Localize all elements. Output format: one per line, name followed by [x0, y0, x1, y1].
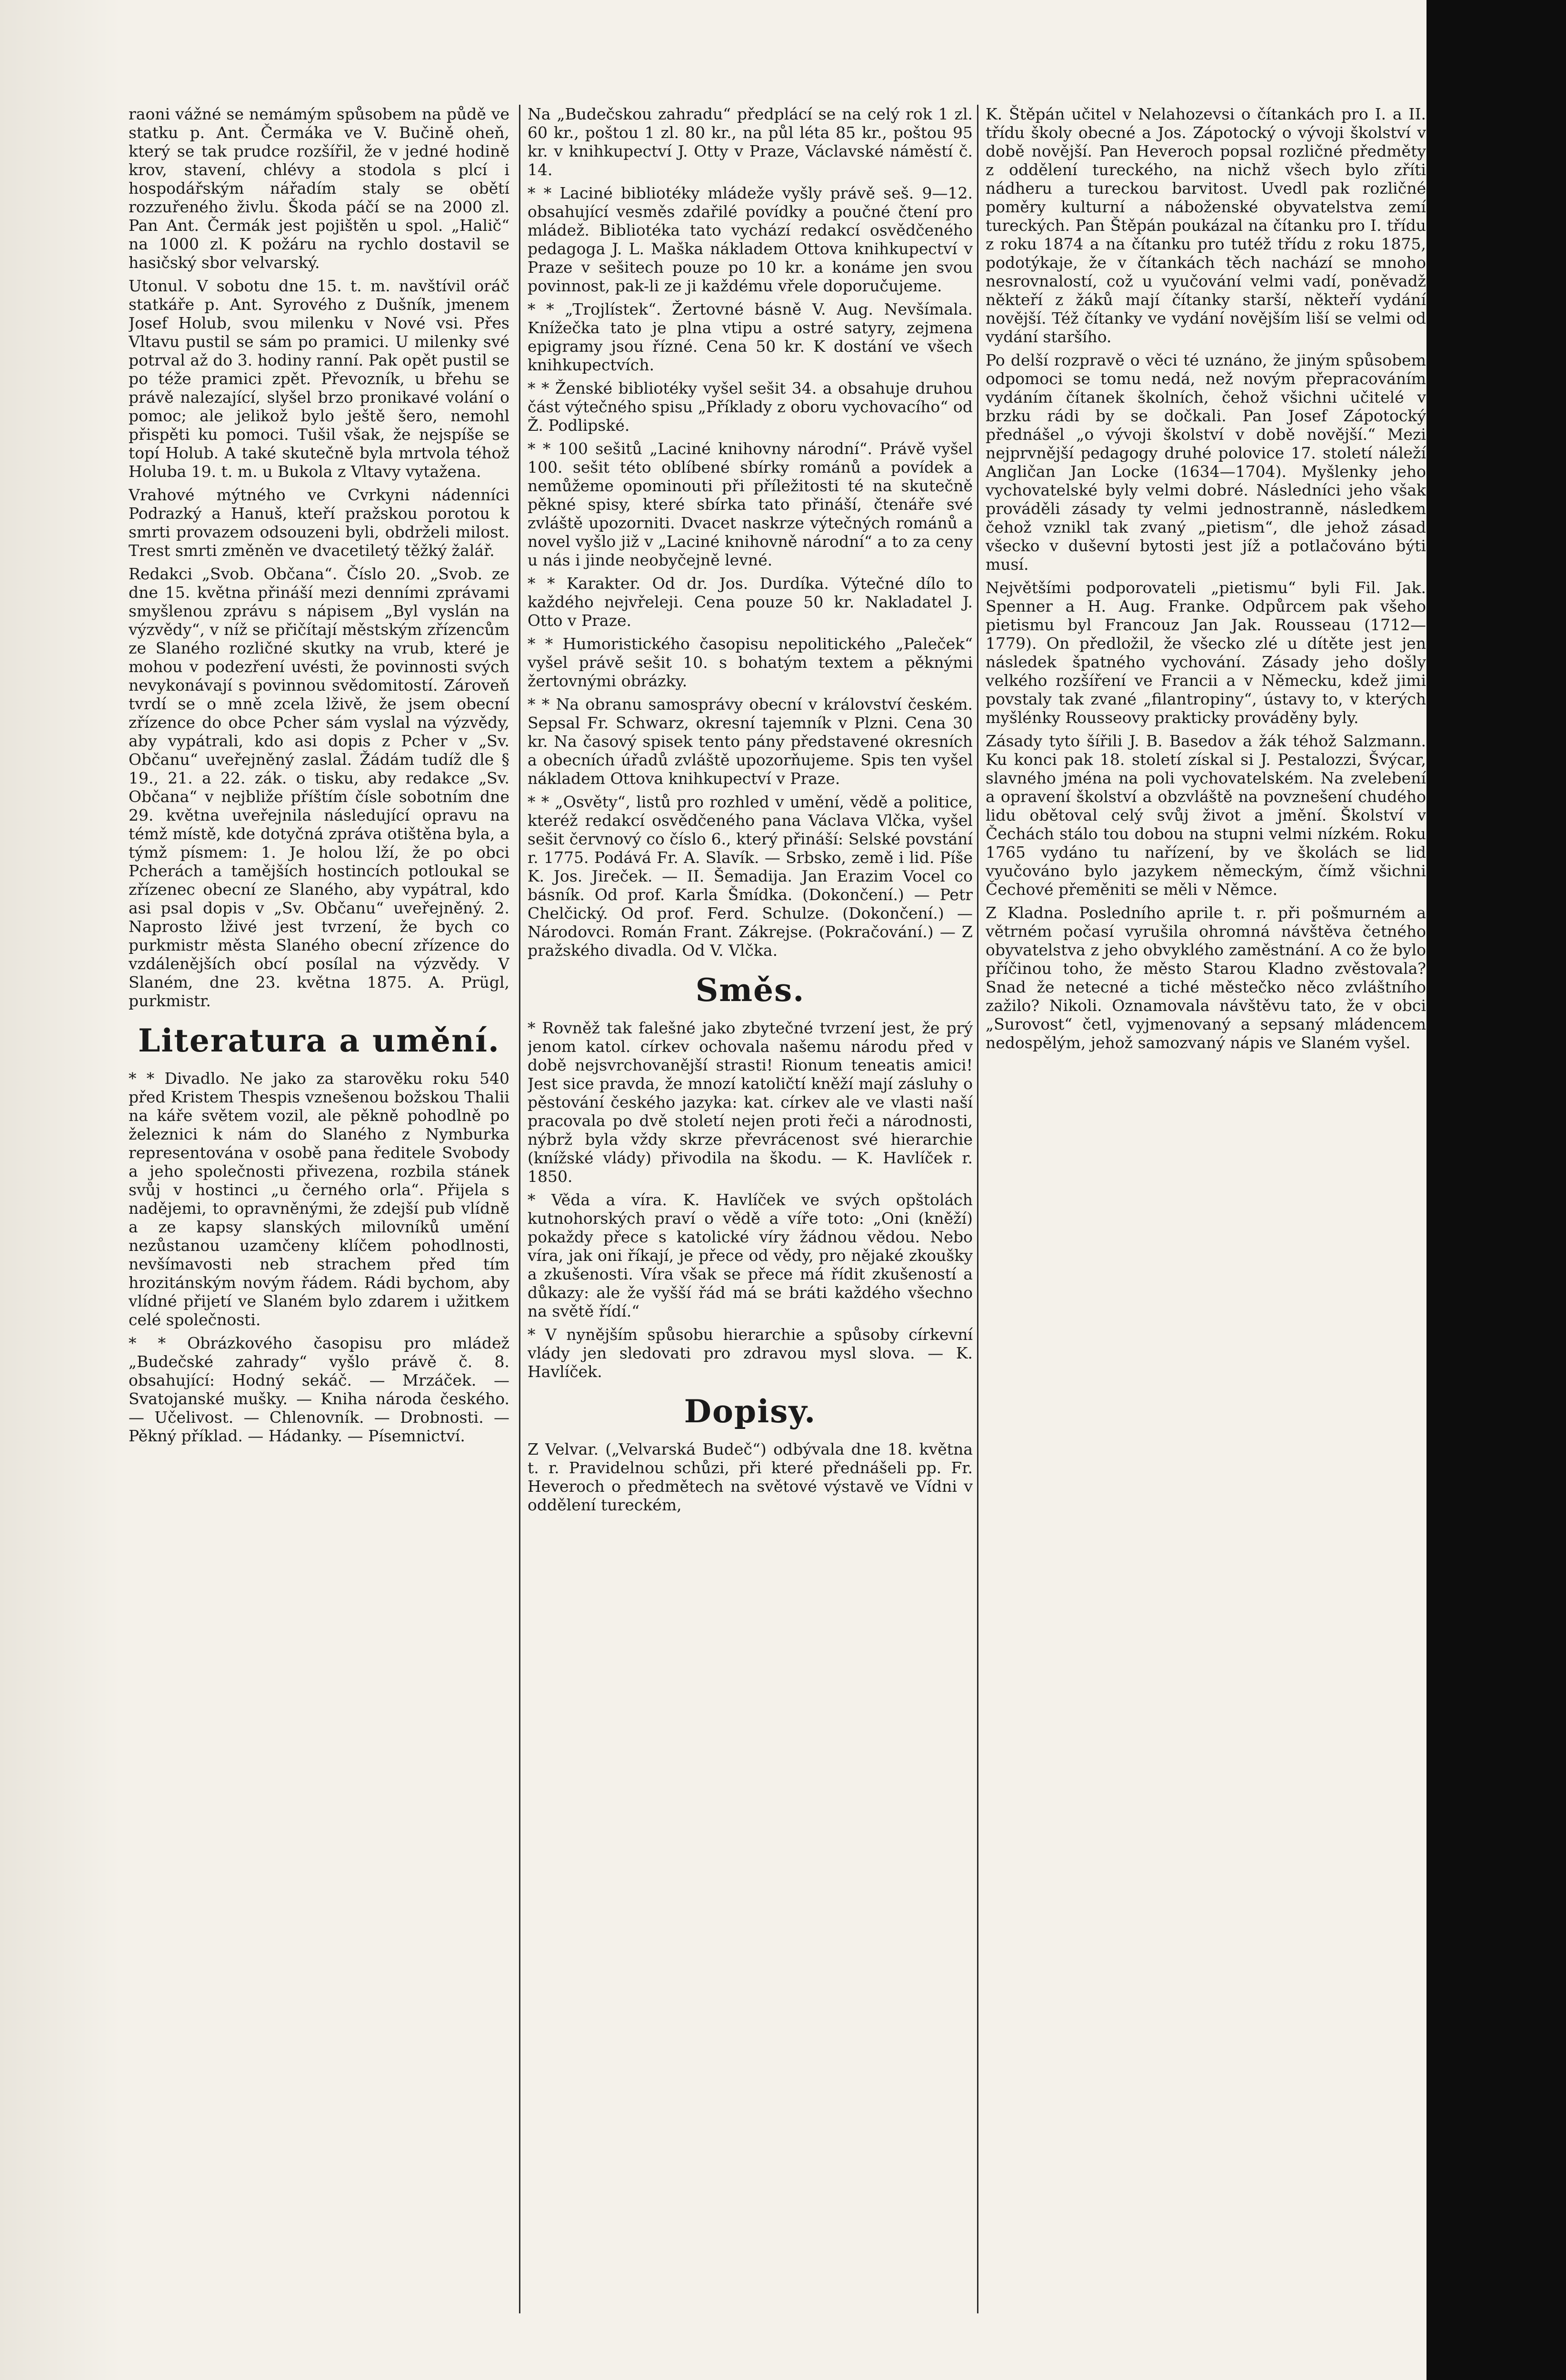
- paragraph: * * Obrázkového časopisu pro mládež „Budečské zahrady“ vyšlo právě č. 8. obsahující: Hodný sekáč. — Mrzáček. — Svatojanské mušky. — Kniha národa českého. — Učelivost. — Chlenovník. — Drobnosti. — Pěkný příklad. — Hádanky. — Písemnictví.: [129, 1334, 509, 1445]
- paragraph: Redakci „Svob. Občana“. Číslo 20. „Svob. ze dne 15. května přináší mezi denními zprávami smyšlenou zprávu s nápisem „Byl vyslán na výzvědy“, v níž se přičítají městským zřízencům ze Slaného rozličné skutky na vrub, které je mohou v podezření uvésti, že povinnosti svých nevykonávají s povinnou svědomitostí. Zároveň tvrdí se o mně zcela lživě, že jsem obecní zřízence do obce Pcher sám vyslal na výzvědy, aby vypátrali, kdo asi dopis z Pcher v „Sv. Občanu“ uveřejněný zaslal. Žádám tudíž dle § 19., 21. a 22. zák. o tisku, aby redakce „Sv. Občana“ v nejbliže příštím čísle sobotním dne 29. května uveřejnila následující opravu na témž místě, kde dotyčná zpráva otištěna byla, a týmž písmem: 1. Je holou lží, že po obci Pcherách a tamějších hostincích potloukal se zřízenec obecní ze Slaného, aby vypátral, kdo asi psal dopis v „Sv. Občanu“ uveřejněný. 2. Naprosto lživé jest tvrzení, že bych co purkmistr města Slaného obecní zřízence do vzdálenějších obcí posílal na výzvědy. V Slaném, dne 23. května 1875. A. Prügl, purkmistr.: [129, 565, 509, 1010]
- paragraph: * * Ženské bibliotéky vyšel sešit 34. a obsahuje druhou část výtečného spisu „Příklady z oboru vychovacího“ od Ž. Podlipské.: [528, 379, 973, 435]
- paragraph: Z Velvar. („Velvarská Budeč“) odbývala dne 18. května t. r. Pravidelnou schůzi, při které přednášeli pp. Fr. Heveroch o předmětech na světové výstavě ve Vídni v oddělení tureckém,: [528, 1440, 973, 1514]
- paragraph: raoni vážné se nemámým spůsobem na půdě ve statku p. Ant. Čermáka ve V. Bučině oheň, který se tak prudce rozšířil, že v jedné hodině krov, stavení, chlévy a stodola s plcí i hospodářským nářadím staly se obětí rozzuřeného živlu. Škoda páčí se na 2000 zl. Pan Ant. Čermák jest pojištěn u spol. „Halič“ na 1000 zl. K požáru na rychlo dostavil se hasičský sbor velvarský.: [129, 105, 509, 272]
- paragraph: * V nynějším spůsobu hierarchie a spůsoby církevní vlády jen sledovati pro zdravou mysl slova. — K. Havlíček.: [528, 1325, 973, 1381]
- paragraph: * * Humoristického časopisu nepolitického „Paleček“ vyšel právě sešit 10. s bohatým textem a pěknými žertovnými obrázky.: [528, 635, 973, 690]
- paragraph: Na „Budečskou zahradu“ předplácí se na celý rok 1 zl. 60 kr., poštou 1 zl. 80 kr., na půl léta 85 kr., poštou 95 kr. v knihkupectví J. Otty v Praze, Václavské náměstí č. 14.: [528, 105, 973, 179]
- paragraph: * Rovněž tak falešné jako zbytečné tvrzení jest, že prý jenom katol. církev ochovala našemu národu před v době nejsvrchovanější strasti! Rionum teneatis amici! Jest sice pravda, že mnozí katoličtí kněží mají zásluhy o pěstování českého jazyka: kat. církev ale ve vlasti naší pracovala po dvě století nejen proti řeči a národnosti, nýbrž byla vždy skrze převrácenost své hierarchie (knížské vlády) přivodila na škodu. — K. Havlíček r. 1850.: [528, 1019, 973, 1186]
- paragraph: * * Na obranu samosprávy obecní v království českém. Sepsal Fr. Schwarz, okresní tajemník v Plzni. Cena 30 kr. Na časový spisek tento pány představené okresních a obecních úřadů zvláště upozorňujeme. Spis ten vyšel nákladem Ottova knihkupectví v Praze.: [528, 695, 973, 788]
- section-heading: Dopisy.: [684, 1393, 817, 1430]
- section-heading: Směs.: [695, 972, 805, 1009]
- paragraph: * * Divadlo. Ne jako za starověku roku 540 před Kristem Thespis vznešenou božskou Thalii na káře světem vozil, ale pěkně pohodlně po železnici k nám do Slaného z Nymburka representována v osobě pana ředitele Svobody a jeho společnosti přivezena, rozbila stánek svůj v hostinci „u černého orla“. Přijela s nadějemi, to opravněnými, že zdejší pub vlídně a ze kapsy slanských milovníků umění nezůstanou uzamčeny klíčem pohodlnosti, nevšímavosti neb strachem před tím hrozitánským novým řádem. Rádi bychom, aby vlídné přijetí ve Slaném bylo zdarem i užitkem celé společnosti.: [129, 1069, 509, 1329]
- section-heading: Literatura a umění.: [138, 1022, 500, 1059]
- paragraph: K. Štěpán učitel v Nelahozevsi o čítankách pro I. a II. třídu školy obecné a Jos. Zápotocký o vývoji školství v době novější. Pan Heveroch popsal rozličné předměty z oddělení tureckého, na nichž všech bylo zříti nádheru a tureckou barvitost. Uvedl pak rozličné poměry kulturní a náboženské obyvatelstva zemí tureckých. Pan Štěpán poukázal na čítanku pro I. třídu z roku 1874 a na čítanku pro tutéž třídu z roku 1875, podotýkaje, že v čítankách těch nachází se mnoho nesrovnalostí, což u vyučování velmi vadí, poněvadž někteří z žáků mají čítanky starší, někteří vydání novější. Též čítanky ve vydání novějším liší se velmi od vydání staršího.: [986, 105, 1426, 346]
- column-divider: [977, 105, 978, 2313]
- paragraph: * * Karakter. Od dr. Jos. Durdíka. Výtečné dílo to každého nejvřeleji. Cena pouze 50 kr. Nakladatel J. Otto v Praze.: [528, 574, 973, 630]
- paragraph: Vrahové mýtného ve Cvrkyni nádenníci Podrazký a Hanuš, kteří pražskou porotou k smrti provazem odsouzeni byli, obdrželi milost. Trest smrti změněn ve dvacetiletý těžký žalář.: [129, 486, 509, 560]
- paragraph: * * „Osvěty“, listů pro rozhled v umění, vědě a politice, kteréž redakcí osvědčeného pana Václava Vlčka, vyšel sešit červnový co číslo 6., který přináší: Selské povstání r. 1775. Podává Fr. A. Slavík. — Srbsko, země i lid. Píše K. Jos. Jireček. — II. Šemadija. Jan Erazim Vocel co básník. Od prof. Karla Šmídka. (Dokončení.) — Petr Chelčický. Od prof. Ferd. Schulze. (Dokončení.) — Národovci. Román Frant. Zákrejse. (Pokračování.) — Z pražského divadla. Od V. Vlčka.: [528, 793, 973, 960]
- page-left-margin: [0, 0, 121, 2380]
- column-divider: [519, 105, 520, 2313]
- paragraph: Zásady tyto šířili J. B. Basedov a žák téhož Salzmann. Ku konci pak 18. století získal si J. Pestalozzi, Švýcar, slavného jména na poli vychovatelském. Na zvelebení a opravení školství a obzvláště na povznešení chudého lidu obětoval celý svůj život a jmění. Školství v Čechách stálo tou dobou na stupni velmi nízkém. Roku 1765 vydáno tu nařízení, by ve školách se lid vyučováno bylo jazykem německým, čímž všichni Čechové přeměniti se měli v Němce.: [986, 732, 1426, 899]
- paragraph: Utonul. V sobotu dne 15. t. m. navštívil oráč statkáře p. Ant. Syrového z Dušník, jmenem Josef Holub, svou milenku v Nové vsi. Přes Vltavu pustil se sám po pramici. U milenky své potrval až do 3. hodiny ranní. Pak opět pustil se po téže pramici zpět. Převozník, u břehu se právě nalezající, slyšel brzo pronikavé volání o pomoc; ale jelikož bylo ještě šero, nemohl přispěti ku pomoci. Tušil však, že nejspíše se topí Holub. A také skutečně byla mrtvola téhož Holuba 19. t. m. u Bukola z Vltavy vytažena.: [129, 277, 509, 481]
- paragraph: Z Kladna. Posledního aprile t. r. při pošmurném a větrném počasí vyrušila ohromná návštěva četného obyvatelstva z jeho obvyklého zaměstnání. A co že bylo příčinou toho, že město Starou Kladno zvěstovala? Snad že netecné a tiché městečko něco zvláštního zažilo? Nikoli. Oznamovala návštěvu tato, že v obci „Surovost“ četl, vyjmenovaný a sepsaný mládencem nedospělým, jehož samozvaný nápis ve Slaném vyšel.: [986, 903, 1426, 1052]
- column-2: [528, 105, 973, 2313]
- column-3: [986, 105, 1426, 2313]
- paragraph: * Věda a víra. K. Havlíček ve svých opštolách kutnohorských praví o vědě a víře toto: „Oni (kněží) pokaždy přece s katolické víry žádnou vědou. Nebo víra, jak oni říkají, je přece od vědy, pro nějaké zkoušky a zkušenosti. Víra však se přece má řídit zkušeností a důkazy: ale že vyšší řád má se bráti každého všechno na světě řídí.“: [528, 1190, 973, 1320]
- scan-edge-shadow: [1426, 0, 1566, 2380]
- paragraph: Po delší rozpravě o věci té uznáno, že jiným spůsobem odpomoci se tomu nedá, než novým přepracováním vydáním čítanek školních, čehož všichni učitelé v brzku rádi by se dočkali. Pan Josef Zápotocký přednášel „o vývoji školství v době novější.“ Mezi nejprvnější pedagogy druhé polovice 17. století náleží Angličan Jan Locke (1634—1704). Myšlenky jeho vychovatelské byly velmi dobré. Následníci jeho však prováděli zásady ty velmi jednostranně, následkem čehož vznikl tak zvaný „pietism“, dle jehož zásad všecko v duševní bytosti jest jíž a potlačováno býti musí.: [986, 351, 1426, 574]
- column-1: [129, 105, 509, 2313]
- paragraph: * * 100 sešitů „Laciné knihovny národní“. Právě vyšel 100. sešit této oblíbené sbírky románů a povídek a nemůžeme opominouti při příležitosti té na skutečně pěkné spisy, které sbírka tato přináší, čtenáře své zvláště upozorniti. Dvacet naskrze výtečných románů a novel vyšlo již v „Laciné knihovně národní“ a to za ceny u nás i jinde neobyčejně levné.: [528, 439, 973, 569]
- paragraph: * * „Trojlístek“. Žertovné básně V. Aug. Nevšímala. Knížečka tato je plna vtipu a ostré satyry, zejmena epigramy jsou řízné. Cena 50 kr. K dostání ve všech knihkupectvích.: [528, 300, 973, 374]
- paragraph: Největšími podporovateli „pietismu“ byli Fil. Jak. Spenner a H. Aug. Franke. Odpůrcem pak všeho pietismu byl Francouz Jan Jak. Rousseau (1712—1779). On předložil, že všecko zlé u dítěte jest jen následek špatného vychování. Zásady jeho došly velkého rozšíření ve Francii a v Německu, kdež jimi povstaly tak zvané „filantropiny“, ústavy to, v kterých myšlénky Rousseovy prakticky prováděny byly.: [986, 578, 1426, 727]
- paragraph: * * Laciné bibliotéky mládeže vyšly právě seš. 9—12. obsahující vesměs zdařilé povídky a poučné čtení pro mládež. Bibliotéka tato vychází redakcí osvědčeného pedagoga J. L. Maška nákladem Ottova knihkupectví v Praze v sešitech pouze po 10 kr. a konáme jen svou povinnost, pak-li ze ji každému vřele doporučujeme.: [528, 184, 973, 295]
